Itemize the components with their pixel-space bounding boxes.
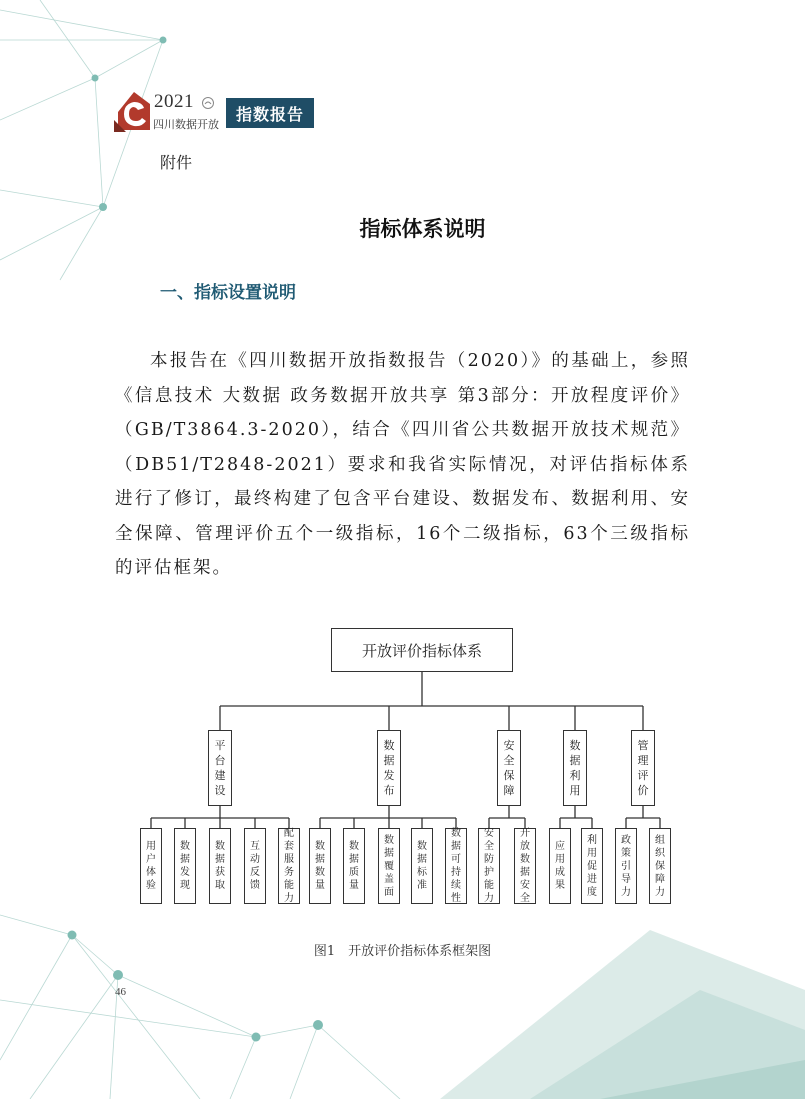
figure-caption: 图1 开放评价指标体系框架图 xyxy=(313,944,492,959)
l2-user-experience xyxy=(140,828,162,904)
l2-label: 互 动 反 馈 xyxy=(250,841,260,891)
l2-label: 用 户 体 验 xyxy=(146,841,156,891)
document-title: 指标体系说明 xyxy=(359,217,486,241)
l2-label: 数 据 可 持 续 性 xyxy=(451,828,461,904)
l1-management xyxy=(631,730,655,806)
l2-utilization-promotion xyxy=(581,828,603,904)
l2-label: 数 据 标 准 xyxy=(417,841,427,891)
l2-policy-guidance xyxy=(615,828,637,904)
l2-label: 数 据 数 量 xyxy=(315,841,325,891)
report-banner: 指数报告 xyxy=(226,98,314,128)
l2-data-coverage xyxy=(378,828,400,904)
l2-data-standard xyxy=(411,828,433,904)
l1-security xyxy=(497,730,521,806)
l1-data-utilization xyxy=(563,730,587,806)
l2-organizational-support xyxy=(649,828,671,904)
l1-label: 数 据 发 布 xyxy=(383,739,395,797)
l2-data-discovery xyxy=(174,828,196,904)
l2-open-data-security xyxy=(514,828,536,904)
l2-label: 组 织 保 障 力 xyxy=(655,834,665,898)
l2-security-protection xyxy=(478,828,500,904)
l2-label: 数 据 发 现 xyxy=(180,841,190,891)
l1-data-publishing xyxy=(377,730,401,806)
chart-root-box: 开放评价指标体系 xyxy=(331,628,513,672)
l1-label: 安 全 保 障 xyxy=(503,739,515,797)
l2-data-sustainability xyxy=(445,828,467,904)
l2-label: 政 策 引 导 力 xyxy=(621,834,631,898)
body-paragraph: 本报告在《四川数据开放指数报告（2020）》的基础上，参照《信息技术 大数据 政务数据开放共享 第3部分：开放程度评价》（GB/T3864.3-2020），结合《四川省公共数据开放技术规范》（DB51/T2848-2021）要求和我省实际情况，对评估指标体系进行了修订，最终构建了包含平台建设、数据发布、数据利用、安全保障、管理评价五个一级指标，16个二级指标，63个三级指标的评估框架。 xyxy=(115,351,690,578)
l2-label: 应 用 成 果 xyxy=(555,841,565,891)
l2-data-quantity xyxy=(309,828,331,904)
l2-support-service xyxy=(278,828,300,904)
section-heading: 一、指标设置说明 xyxy=(160,283,296,303)
l2-label: 开 放 数 据 安 全 xyxy=(520,828,530,904)
attachment-label: 附件 xyxy=(160,153,193,172)
l1-label: 平 台 建 设 xyxy=(214,739,226,797)
l2-label: 利 用 促 进 度 xyxy=(587,834,597,898)
l2-label: 数 据 获 取 xyxy=(215,841,225,891)
l1-label: 管 理 评 价 xyxy=(637,739,649,797)
l2-interaction-feedback xyxy=(244,828,266,904)
l1-label: 数 据 利 用 xyxy=(569,739,581,797)
page-number: 46 xyxy=(115,986,126,998)
report-year: 2021 xyxy=(154,91,194,112)
l2-label: 数 据 覆 盖 面 xyxy=(384,834,394,898)
brand-subtitle: 四川数据开放 xyxy=(153,118,219,131)
l2-label: 安 全 防 护 能 力 xyxy=(484,828,494,904)
l2-application-results xyxy=(549,828,571,904)
l2-label: 配 套 服 务 能 力 xyxy=(284,828,294,904)
l2-data-quality xyxy=(343,828,365,904)
l2-label: 数 据 质 量 xyxy=(349,841,359,891)
l1-platform-construction xyxy=(208,730,232,806)
l2-data-acquisition xyxy=(209,828,231,904)
